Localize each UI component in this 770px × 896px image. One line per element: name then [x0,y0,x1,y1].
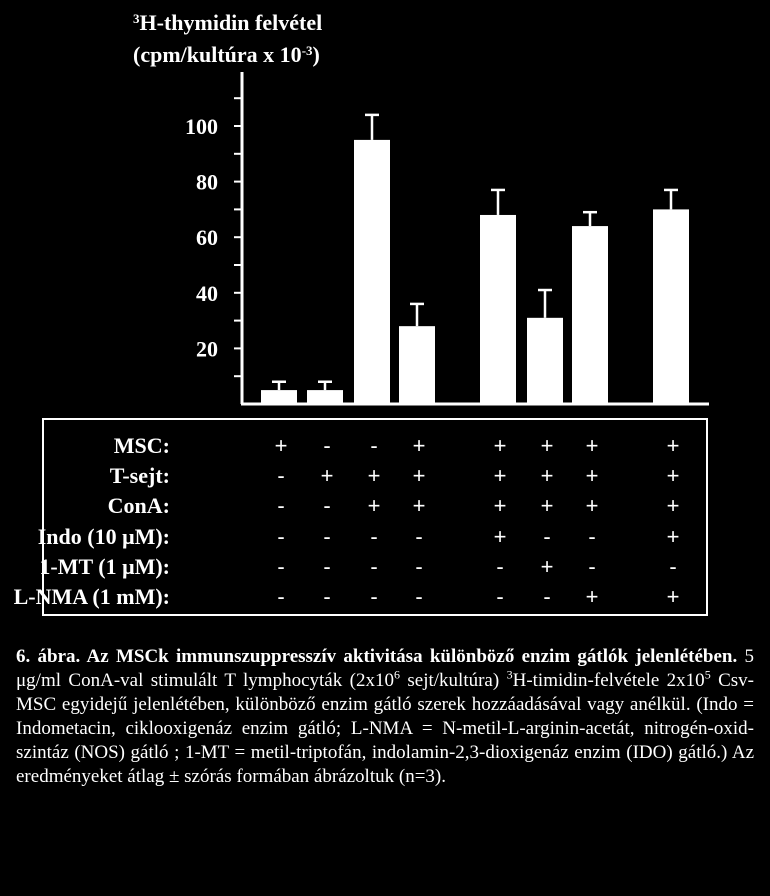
caption-text-2: sejt/kultúra) [399,670,507,691]
condition-cell: + [412,433,426,458]
condition-cell: - [277,463,285,488]
condition-cell: - [323,524,331,549]
caption-sup-1: 6 [393,667,400,682]
caption-text-4: Csv-MSC egyidejű jelenlétében, különböző enzim gátló szerek hozzáadásával vagy anélkül. (Indo = Indometacin, ciklooxigenáz enzim gátló; L-NMA = N-metil-L-arginin-acetát, nitrogén-oxid-szintáz (NOS) gátló ; 1-MT = metil-triptofán, indolamin-2,3-dioxigenáz enzim (IDO) gátló.) Az eredményeket átlag ± szórás formában ábrázoltuk (n=3). [16,670,754,787]
condition-cell: + [367,493,381,518]
bar [480,215,516,404]
bar [572,226,608,404]
y-tick-label: 40 [196,280,218,306]
figure-caption [16,645,754,789]
y-axis-ticks [185,98,242,376]
condition-cell: - [543,584,551,609]
bar-chart [0,0,770,420]
condition-cell: + [367,463,381,488]
caption-title: 6. ábra. Az MSCk immunszuppresszív aktivitása különböző enzim gátlók jelenlétében. [16,646,738,667]
condition-cell: - [496,554,504,579]
condition-cell: + [540,493,554,518]
condition-cell: + [585,584,599,609]
condition-cell: - [323,584,331,609]
condition-cell: - [370,524,378,549]
caption-text-3: H-timidin-felvétele 2x10 [512,670,705,691]
bar [399,326,435,404]
caption-text-1: 5 μg/ml ConA-val stimulált T lymphocyták (2x10 [16,646,754,691]
condition-cell: + [493,433,507,458]
condition-cell: + [585,463,599,488]
y-tick-label: 60 [196,225,218,251]
condition-cell: - [370,433,378,458]
condition-cell: + [412,493,426,518]
bar [653,209,689,404]
condition-cell: + [540,554,554,579]
condition-cell: - [323,433,331,458]
condition-cell: - [277,493,285,518]
condition-cell: - [415,584,423,609]
condition-cell: + [412,463,426,488]
condition-cell: - [415,554,423,579]
condition-cell: - [370,554,378,579]
conditions-table [13,418,708,616]
condition-cell: - [323,554,331,579]
y-axis-label-line2: (cpm/kultúra x $10^{-3}$) [133,42,320,67]
condition-cell: + [274,433,288,458]
bar [527,318,563,404]
y-tick-label: 100 [185,114,218,139]
condition-cell: + [493,493,507,518]
condition-row-label: T-sejt: [109,463,170,488]
condition-cell: - [277,554,285,579]
condition-cell: - [496,584,504,609]
condition-cell: + [540,463,554,488]
condition-cell: - [277,584,285,609]
bar [307,390,343,404]
condition-cell: - [543,524,551,549]
condition-row-label: MSC: [113,433,170,458]
caption-sup-2: 3 [506,667,513,682]
y-tick-label: 20 [196,336,218,362]
bar [354,140,390,404]
condition-cell: - [588,524,596,549]
y-axis-label-line1: $^3$H-thymidin felvétel [133,10,323,35]
bars-group [261,115,689,404]
y-tick-label: 80 [196,169,218,195]
condition-cell: + [666,433,680,458]
condition-cell: + [320,463,334,488]
condition-cell: + [666,584,680,609]
condition-cell: - [415,524,423,549]
condition-cell: + [666,463,680,488]
condition-cell: + [666,524,680,549]
condition-cell: - [323,493,331,518]
condition-cell: + [585,493,599,518]
caption-sup-3: 5 [704,667,711,682]
condition-cell: + [493,463,507,488]
condition-cell: + [585,433,599,458]
condition-cell: - [669,554,677,579]
condition-cell: + [493,524,507,549]
condition-cell: + [666,493,680,518]
condition-cell: - [370,584,378,609]
chart-axes [241,72,709,404]
condition-cell: + [540,433,554,458]
bar [261,390,297,404]
condition-row-label: 1-MT (1 μM): [39,554,170,579]
condition-row-label: ConA: [107,493,170,518]
condition-cell: - [277,524,285,549]
condition-row-label: Indo (10 μM): [37,524,170,549]
condition-row-label: L-NMA (1 mM): [13,584,170,609]
condition-cell: - [588,554,596,579]
